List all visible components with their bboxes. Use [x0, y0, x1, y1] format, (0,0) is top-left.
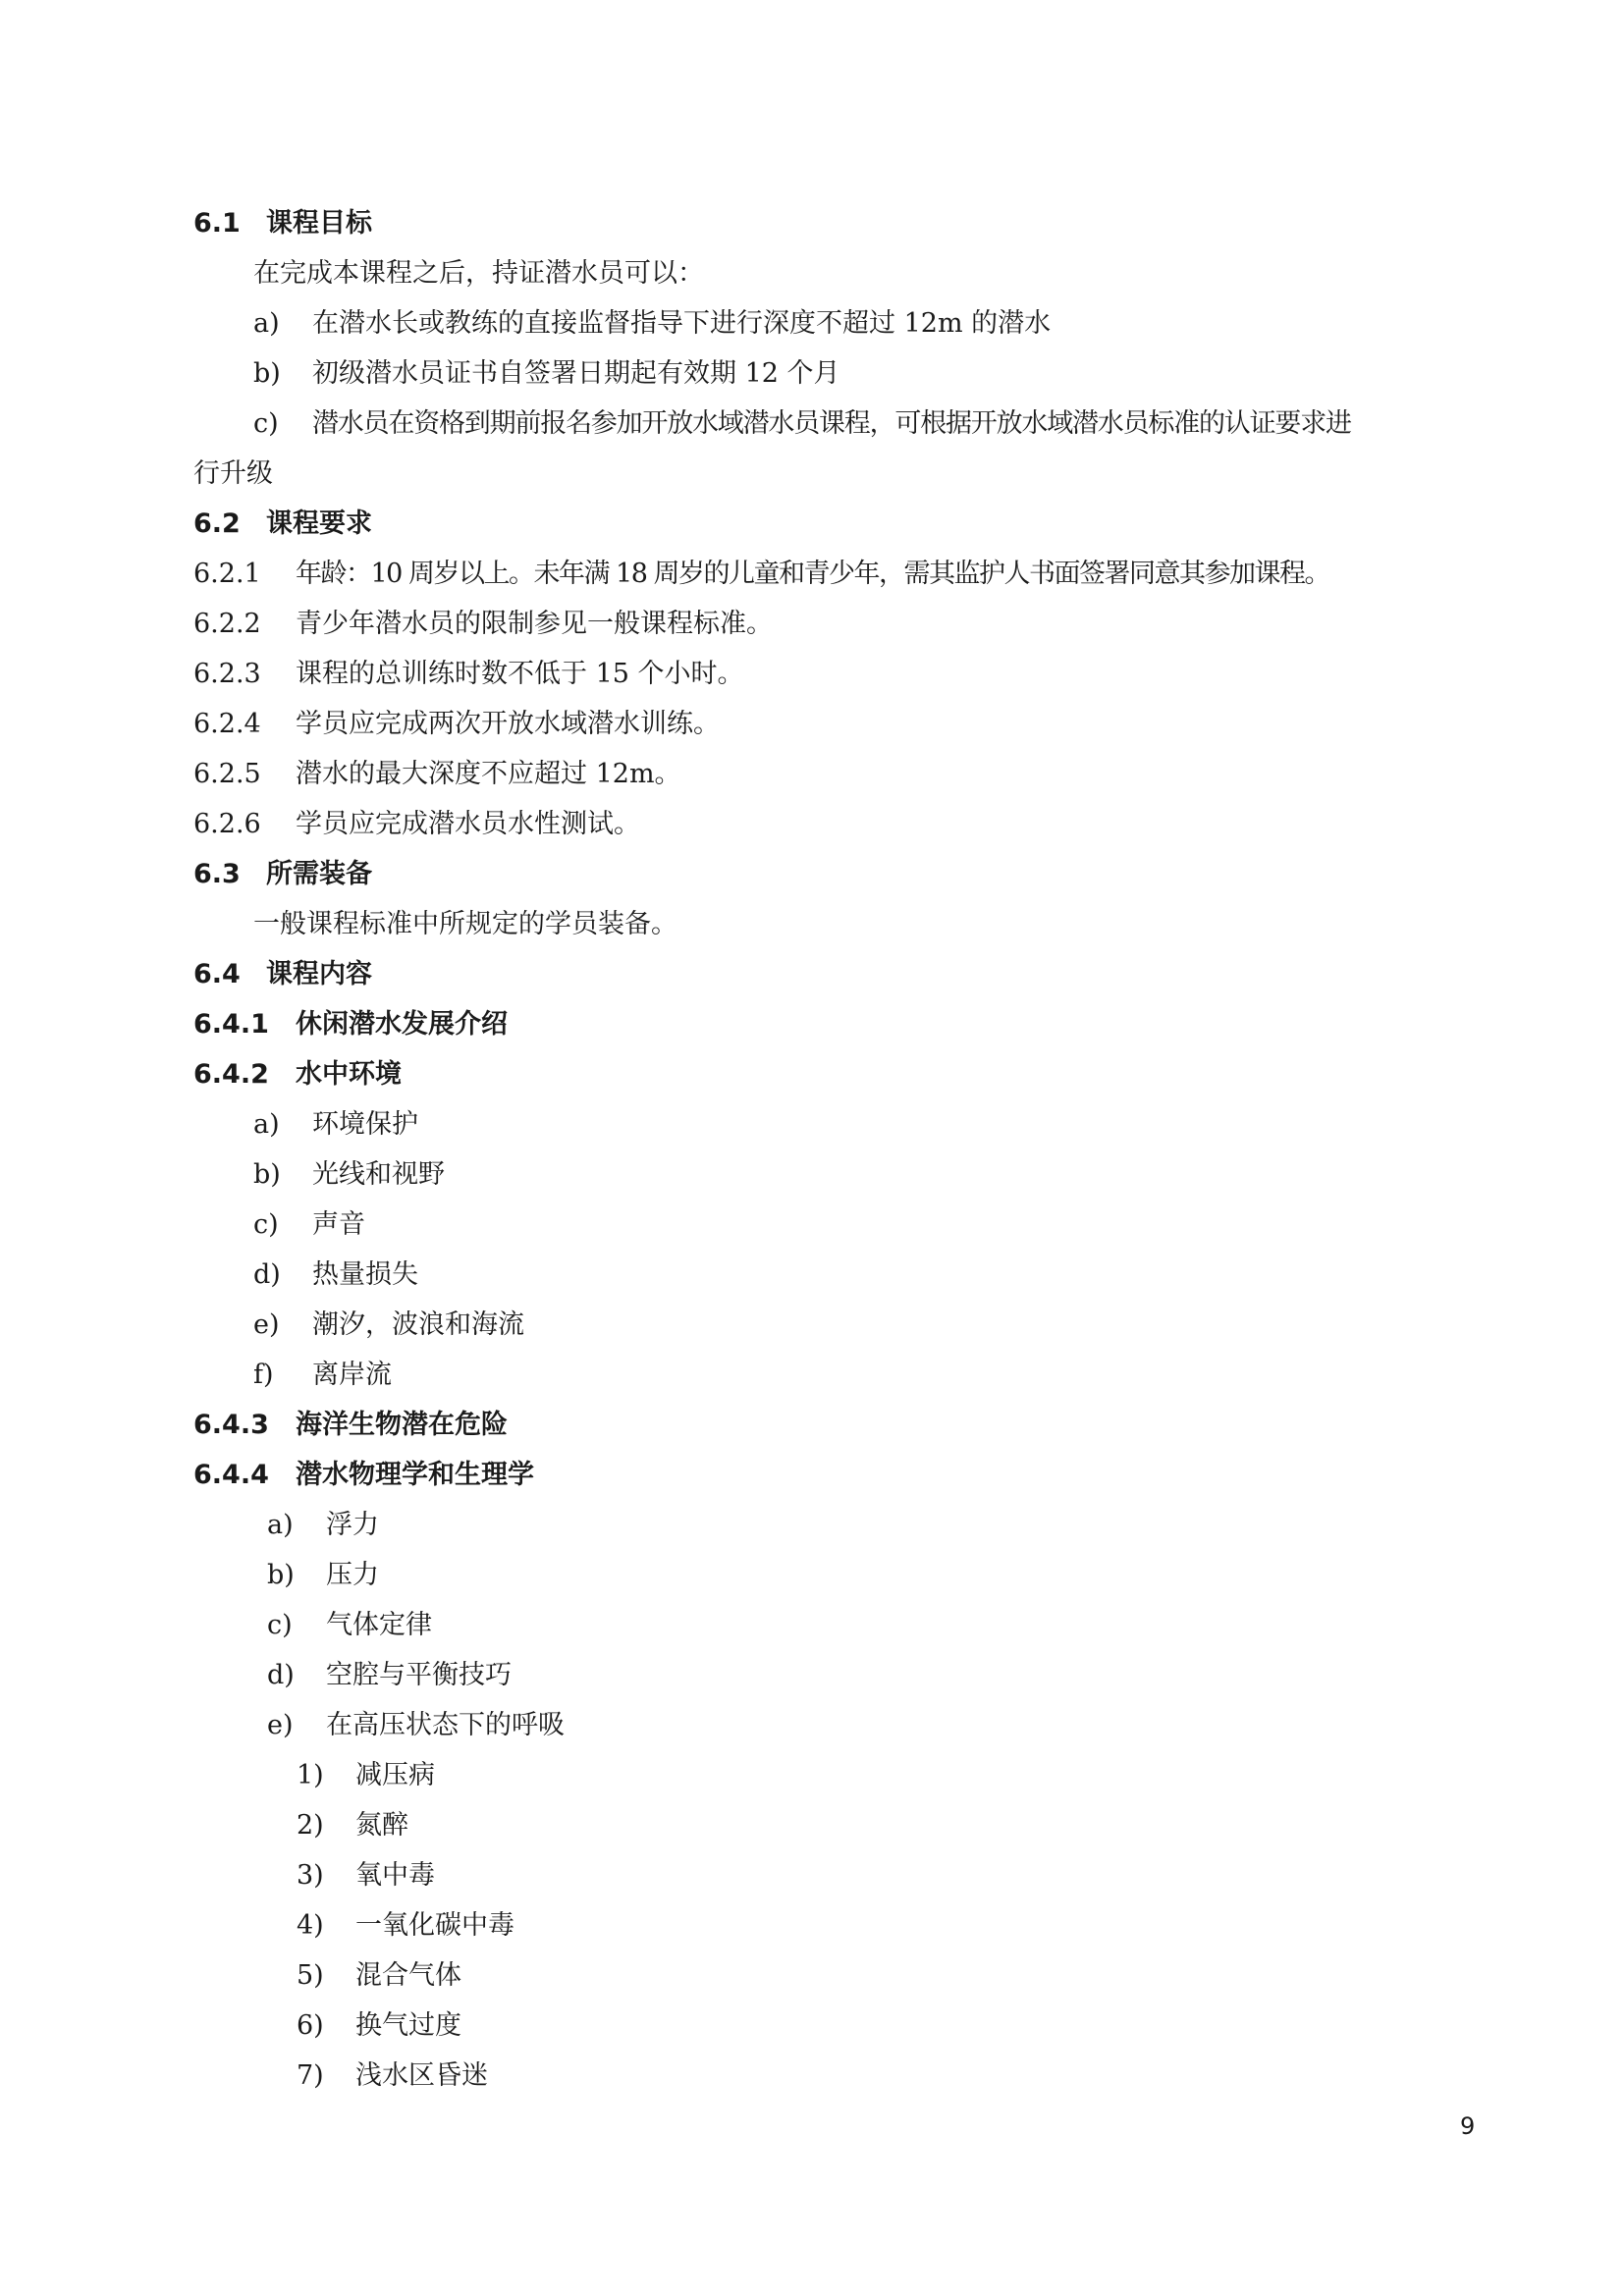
- section-title: 海洋生物潜在危险: [296, 1410, 508, 1440]
- list-text: 热量损失: [312, 1259, 418, 1290]
- section-title: 课程要求: [266, 508, 372, 539]
- section-number: 6.4: [193, 959, 241, 989]
- item-number: 6.2.1: [193, 559, 261, 589]
- list-text: 声音: [312, 1209, 365, 1240]
- item-text: 潜水的最大深度不应超过 12m。: [296, 759, 681, 789]
- item-text: 年龄：10 周岁以上。未年满 18 周岁的儿童和青少年，需其监护人书面签署同意其参加课程。: [296, 559, 1329, 589]
- list-text: 混合气体: [355, 1960, 461, 1991]
- section-title: 休闲潜水发展介绍: [296, 1009, 508, 1040]
- list-text: 气体定律: [326, 1610, 432, 1640]
- equipment-paragraph: 一般课程标准中所规定的学员装备。: [253, 909, 677, 939]
- list-text: 潜水员在资格到期前报名参加开放水域潜水员课程，可根据开放水域潜水员标准的认证要求进: [312, 408, 1351, 439]
- list-text: 环境保护: [312, 1109, 418, 1140]
- list-label: b): [253, 358, 281, 389]
- list-label: b): [253, 1159, 281, 1190]
- list-text: 氮醉: [355, 1810, 408, 1841]
- intro-paragraph: 在完成本课程之后，持证潜水员可以：: [253, 258, 704, 289]
- item-number: 6.2.6: [193, 809, 261, 839]
- list-label: d): [267, 1660, 295, 1690]
- item-text: 学员应完成两次开放水域潜水训练。: [296, 709, 720, 739]
- list-text-continuation: 行升级: [193, 458, 273, 489]
- list-label: 1): [297, 1760, 324, 1790]
- item-number: 6.2.3: [193, 659, 261, 689]
- section-number: 6.2: [193, 508, 241, 539]
- item-number: 6.2.2: [193, 609, 261, 639]
- list-text: 空腔与平衡技巧: [326, 1660, 512, 1690]
- list-label: c): [253, 1209, 279, 1240]
- item-text: 学员应完成潜水员水性测试。: [296, 809, 640, 839]
- section-title: 课程目标: [266, 208, 372, 239]
- list-text: 光线和视野: [312, 1159, 445, 1190]
- list-text: 氧中毒: [355, 1860, 435, 1891]
- list-label: 4): [297, 1910, 324, 1941]
- section-number: 6.4.4: [193, 1460, 269, 1490]
- section-number: 6.1: [193, 208, 241, 239]
- section-title: 潜水物理学和生理学: [296, 1460, 534, 1490]
- item-text: 课程的总训练时数不低于 15 个小时。: [296, 659, 744, 689]
- list-text: 初级潜水员证书自签署日期起有效期 12 个月: [312, 358, 840, 389]
- section-number: 6.4.1: [193, 1009, 269, 1040]
- item-number: 6.2.4: [193, 709, 261, 739]
- list-label: d): [253, 1259, 281, 1290]
- list-label: b): [267, 1560, 295, 1590]
- list-text: 在潜水长或教练的直接监督指导下进行深度不超过 12m 的潜水: [312, 308, 1052, 339]
- section-number: 6.4.2: [193, 1059, 269, 1090]
- list-label: e): [267, 1710, 294, 1740]
- list-text: 潮汐，波浪和海流: [312, 1309, 524, 1340]
- list-label: 6): [297, 2010, 324, 2041]
- list-label: a): [253, 308, 280, 339]
- list-text: 浮力: [326, 1510, 379, 1540]
- list-label: c): [267, 1610, 293, 1640]
- list-label: f): [253, 1360, 274, 1390]
- list-label: 5): [297, 1960, 324, 1991]
- list-text: 在高压状态下的呼吸: [326, 1710, 565, 1740]
- section-title: 课程内容: [266, 959, 372, 989]
- list-label: 3): [297, 1860, 324, 1891]
- list-text: 减压病: [355, 1760, 435, 1790]
- list-label: a): [253, 1109, 280, 1140]
- list-label: e): [253, 1309, 280, 1340]
- list-text: 浅水区昏迷: [355, 2060, 488, 2091]
- list-text: 换气过度: [355, 2010, 461, 2041]
- list-label: 7): [297, 2060, 324, 2091]
- page-number: 9: [1460, 2112, 1476, 2140]
- item-number: 6.2.5: [193, 759, 261, 789]
- section-title: 水中环境: [296, 1059, 402, 1090]
- item-text: 青少年潜水员的限制参见一般课程标准。: [296, 609, 773, 639]
- list-label: 2): [297, 1810, 324, 1841]
- section-title: 所需装备: [266, 859, 372, 889]
- list-text: 离岸流: [312, 1360, 392, 1390]
- list-text: 压力: [326, 1560, 379, 1590]
- section-number: 6.3: [193, 859, 241, 889]
- list-label: a): [267, 1510, 294, 1540]
- section-number: 6.4.3: [193, 1410, 269, 1440]
- list-text: 一氧化碳中毒: [355, 1910, 514, 1941]
- list-label: c): [253, 408, 279, 439]
